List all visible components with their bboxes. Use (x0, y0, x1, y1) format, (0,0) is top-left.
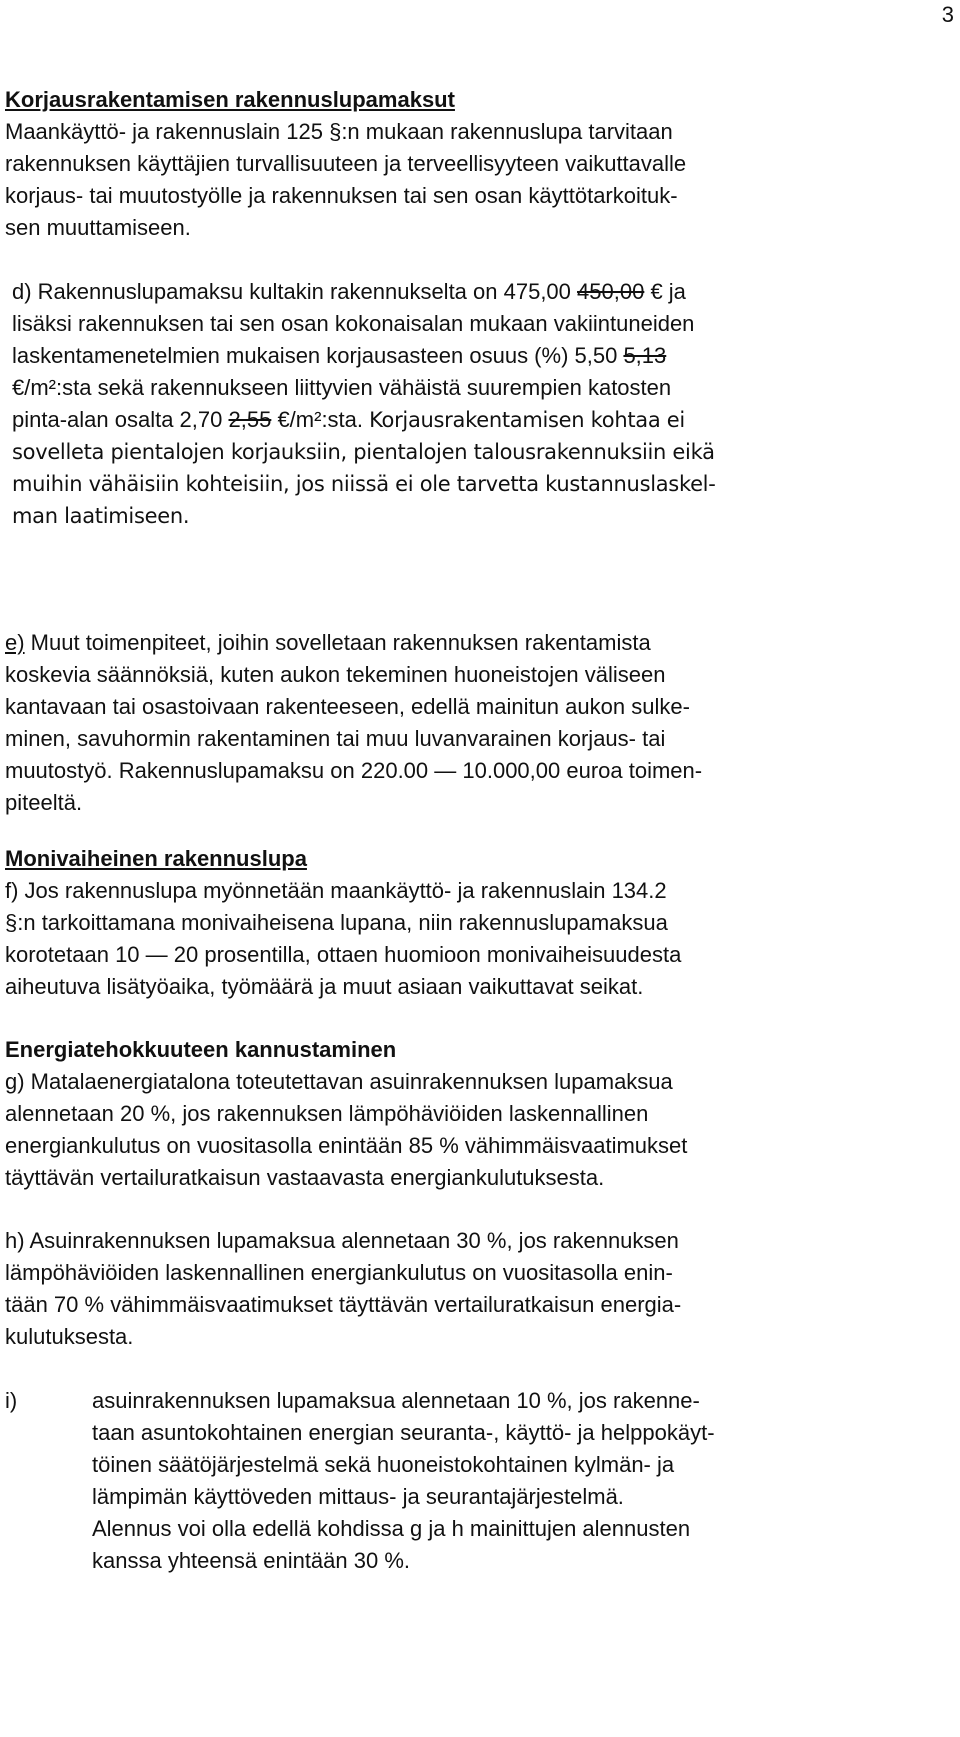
struck-old-value: 2,55 (228, 407, 272, 432)
text-line: rakennuksen käyttäjien turvallisuuteen ja terveellisyyteen vaikuttavalle (5, 151, 687, 176)
text-line: minen, savuhormin rakentaminen tai muu luvanvarainen korjaus- tai (5, 726, 666, 751)
text-line: Maankäyttö- ja rakennuslain 125 §:n mukaan rakennuslupa tarvitaan (5, 119, 673, 144)
struck-old-value: 5,13 (623, 343, 667, 368)
text-line: korotetaan 10 — 20 prosentilla, ottaen huomioon monivaiheisuudesta (5, 942, 682, 967)
section-heading: Korjausrakentamisen rakennuslupamaksut (5, 87, 455, 112)
text-line: taan asuntokohtainen energian seuranta-, käyttö- ja helppokäyt- (92, 1420, 715, 1445)
text-line: kulutuksesta. (5, 1324, 134, 1349)
paragraph-d (5, 276, 952, 532)
text-line: lisäksi rakennuksen tai sen osan kokonaisalan mukaan vakiintuneiden (12, 311, 695, 336)
text-line: koskevia säännöksiä, kuten aukon tekeminen huoneistojen väliseen (5, 662, 666, 687)
text-line: kanssa yhteensä enintään 30 %. (92, 1548, 411, 1573)
text-line: €/m²:sta sekä rakennukseen liittyvien vähäistä suurempien katosten (12, 375, 672, 400)
text-line: kantavaan tai osastoivaan rakenteeseen, edellä mainitun aukon sulke- (5, 694, 690, 719)
section-monivaiheinen (5, 843, 945, 1003)
text-line: täyttävän vertailuratkaisun vastaavasta energiankulutuksesta. (5, 1165, 605, 1190)
struck-old-value: 450,00 (577, 279, 645, 304)
paragraph-i (92, 1385, 952, 1577)
text-line: sen muuttamiseen. (5, 215, 191, 240)
paragraph-marker: e) (5, 630, 25, 655)
text-line: laskentamenetelmien mukaisen korjausasteen osuus (%) 5,50 5,13 (12, 343, 667, 368)
section-korjausrakentaminen (5, 84, 945, 244)
text-line: pinta-alan osalta 2,70 2,55 €/m²:sta. Korjausrakentamisen kohtaa ei (12, 407, 685, 432)
text-line: Alennus voi olla edellä kohdissa g ja h mainittujen alennusten (92, 1516, 691, 1541)
text-line: §:n tarkoittamana monivaiheisena lupana, niin rakennuslupamaksua (5, 910, 668, 935)
page-number: 3 (941, 2, 954, 27)
inserted-text-line: sovelleta pientalojen korjauksiin, pientalojen talousrakennuksiin eikä (12, 440, 715, 464)
text-line: e) Muut toimenpiteet, joihin sovelletaan rakennuksen rakentamista (5, 630, 651, 655)
text-line: asuinrakennuksen lupamaksua alennetaan 10 %, jos rakenne- (92, 1388, 700, 1413)
text-line: d) Rakennuslupamaksu kultakin rakennukselta on 475,00 450,00 € ja (12, 279, 686, 304)
section-heading: Energiatehokkuuteen kannustaminen (5, 1037, 397, 1062)
inserted-text-line: muihin vähäisiin kohteisiin, jos niissä ei ole tarvetta kustannuslaskel- (12, 472, 716, 496)
text-line: töinen säätöjärjestelmä sekä huoneistokohtainen kylmän- ja (92, 1452, 675, 1477)
inserted-text: Korjausrakentamisen kohtaa ei (369, 408, 685, 432)
text-line: h) Asuinrakennuksen lupamaksua alennetaan 30 %, jos rakennuksen (5, 1228, 679, 1253)
text-line: g) Matalaenergiatalona toteutettavan asuinrakennuksen lupamaksua (5, 1069, 673, 1094)
text-line: piteeltä. (5, 790, 83, 815)
text-line: tään 70 % vähimmäisvaatimukset täyttävän vertailuratkaisun energia- (5, 1292, 682, 1317)
text-line: alennetaan 20 %, jos rakennuksen lämpöhäviöiden laskennallinen (5, 1101, 649, 1126)
section-energiatehokkuus (5, 1034, 945, 1194)
text-line: korjaus- tai muutostyölle ja rakennuksen tai sen osan käyttötarkoituk- (5, 183, 678, 208)
inserted-text-line: man laatimiseen. (12, 504, 190, 528)
text-line: lämpimän käyttöveden mittaus- ja seurantajärjestelmä. (92, 1484, 624, 1509)
text-line: aiheutuva lisätyöaika, työmäärä ja muut asiaan vaikuttavat seikat. (5, 974, 644, 999)
text-line: lämpöhäviöiden laskennallinen energiankulutus on vuositasolla enin- (5, 1260, 673, 1285)
text-line: f) Jos rakennuslupa myönnetään maankäyttö- ja rakennuslain 134.2 (5, 878, 667, 903)
text-line: energiankulutus on vuositasolla enintään 85 % vähimmäisvaatimukset (5, 1133, 688, 1158)
section-heading: Monivaiheinen rakennuslupa (5, 846, 307, 871)
text-line: muutostyö. Rakennuslupamaksu on 220.00 — 10.000,00 euroa toimen- (5, 758, 703, 783)
paragraph-h (5, 1225, 945, 1353)
paragraph-e (5, 627, 945, 819)
paragraph-i-marker: i) (5, 1388, 18, 1413)
